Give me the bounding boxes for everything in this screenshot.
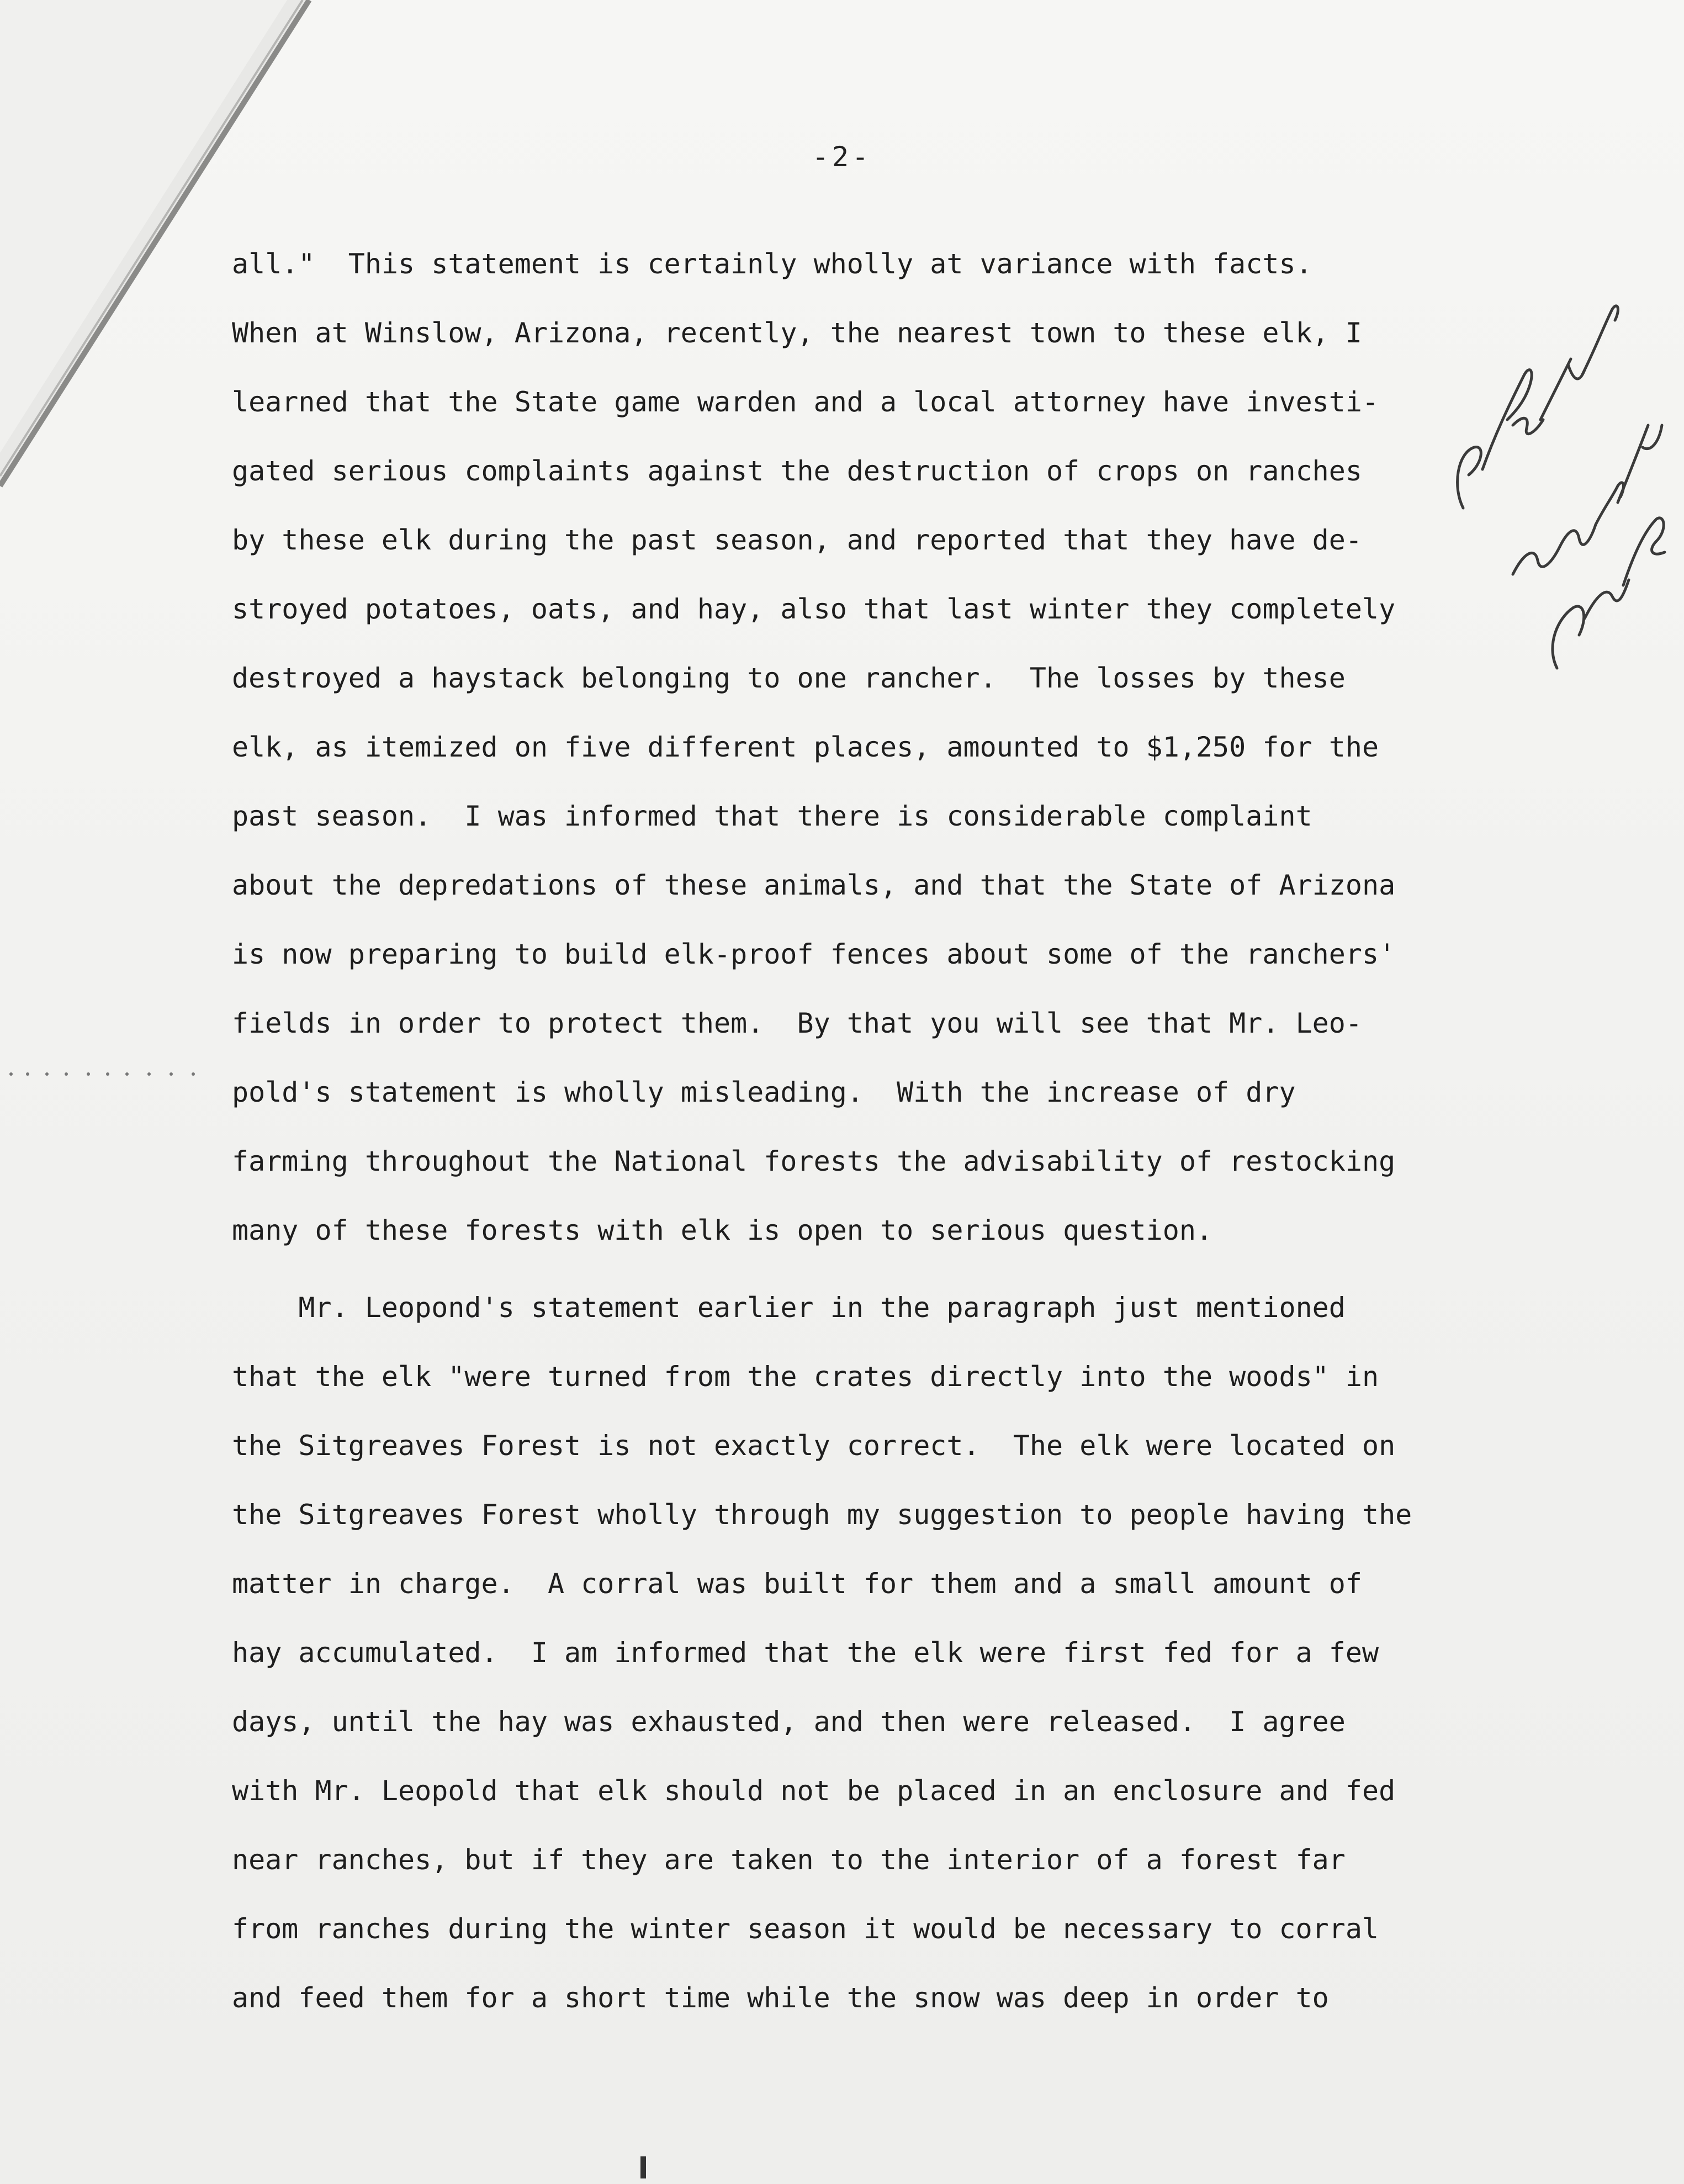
text-line: hay accumulated. I am informed that the elk were first fed for a few: [232, 1637, 1379, 1669]
text-line: gated serious complaints against the destruction of crops on ranches: [232, 455, 1362, 487]
text-line: the Sitgreaves Forest is not exactly correct. The elk were located on: [232, 1430, 1396, 1462]
text-line: about the depredations of these animals, and that the State of Arizona: [232, 869, 1396, 901]
text-line: with Mr. Leopold that elk should not be placed in an enclosure and fed: [232, 1775, 1396, 1807]
text-line: stroyed potatoes, oats, and hay, also that last winter they completely: [232, 593, 1396, 625]
text-line: When at Winslow, Arizona, recently, the nearest town to these elk, I: [232, 317, 1362, 349]
text-line: that the elk "were turned from the crates directly into the woods" in: [232, 1361, 1379, 1393]
text-line: pold's statement is wholly misleading. With the increase of dry: [232, 1076, 1296, 1108]
text-line: destroyed a haystack belonging to one rancher. The losses by these: [232, 662, 1346, 694]
text-line: by these elk during the past season, and reported that they have de-: [232, 524, 1362, 556]
page-mark: [640, 2156, 646, 2178]
text-line: learned that the State game warden and a local attorney have investi-: [232, 386, 1379, 418]
text-line: the Sitgreaves Forest wholly through my suggestion to people having the: [232, 1499, 1412, 1531]
text-line: from ranches during the winter season it would be necessary to corral: [232, 1913, 1379, 1945]
page-number: -2-: [812, 141, 872, 173]
text-line: Mr. Leopond's statement earlier in the paragraph just mentioned: [232, 1292, 1346, 1324]
text-line: is now preparing to build elk-proof fences about some of the ranchers': [232, 938, 1396, 970]
text-line: matter in charge. A corral was built for them and a small amount of: [232, 1568, 1362, 1600]
text-line: many of these forests with elk is open to serious question.: [232, 1214, 1213, 1246]
text-line: farming throughout the National forests the advisability of restocking: [232, 1145, 1396, 1177]
text-line: fields in order to protect them. By that you will see that Mr. Leo-: [232, 1007, 1362, 1039]
handwritten-margin-note: [1430, 287, 1673, 674]
text-line: days, until the hay was exhausted, and then were released. I agree: [232, 1706, 1346, 1738]
text-line: and feed them for a short time while the snow was deep in order to: [232, 1982, 1329, 2014]
text-line: past season. I was informed that there is considerable complaint: [232, 800, 1312, 832]
margin-punch-dots: [6, 1069, 210, 1080]
text-line: elk, as itemized on five different places, amounted to $1,250 for the: [232, 731, 1379, 763]
text-line: all." This statement is certainly wholly at variance with facts.: [232, 248, 1312, 280]
text-line: near ranches, but if they are taken to the interior of a forest far: [232, 1844, 1346, 1876]
